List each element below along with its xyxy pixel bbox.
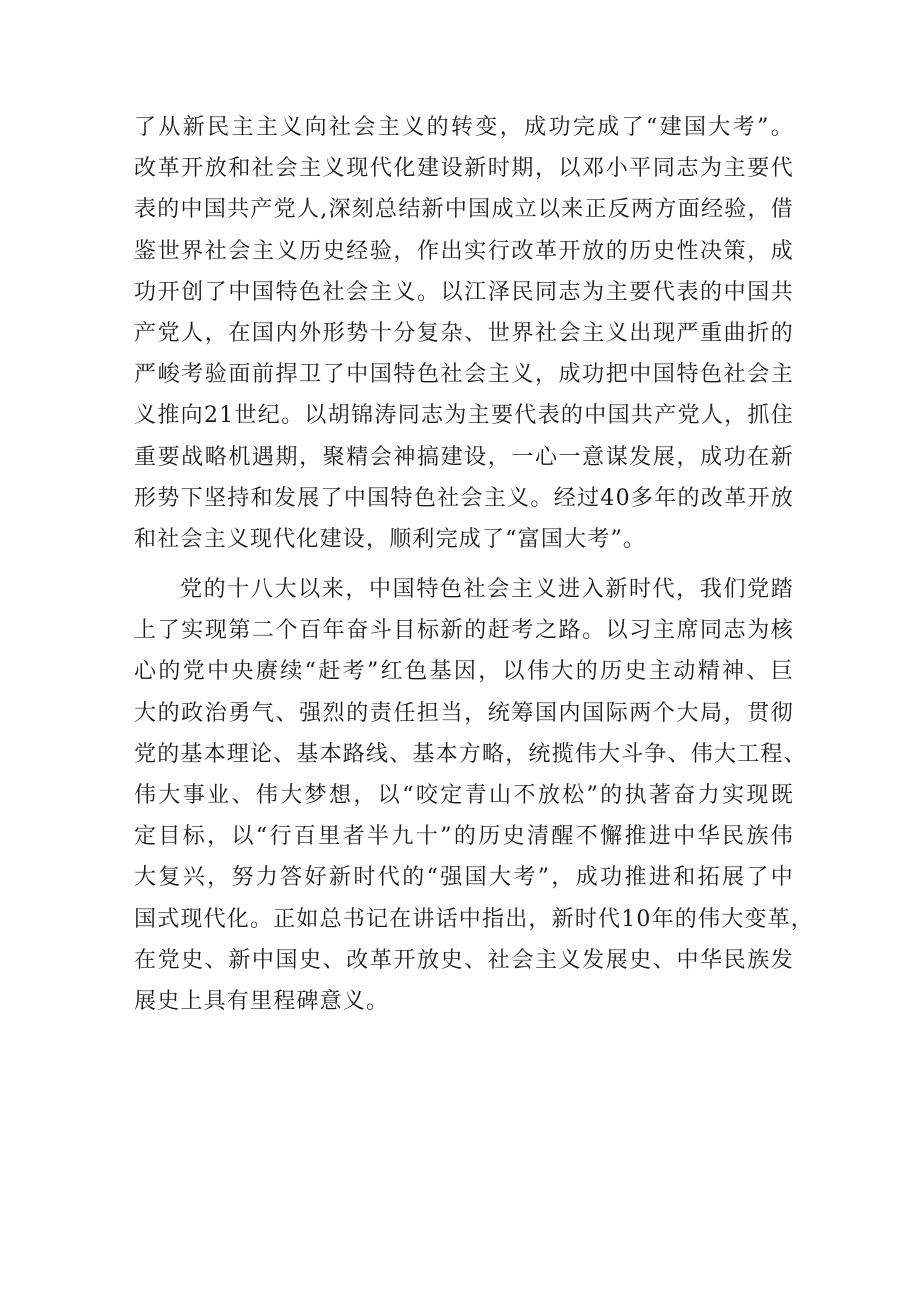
text-line: 定目标，以“行百里者半九十”的历史清醒不懈推进中华民族伟 (134, 824, 794, 850)
text-line: 大复兴，努力答好新时代的“强国大考”，成功推进和拓展了中 (134, 865, 794, 891)
text-line-last: 展史上具有里程碑意义。 (134, 988, 390, 1014)
text-line-first: 党的十八大以来，中国特色社会主义进入新时代，我们党踏 (180, 577, 794, 603)
text-line: 严峻考验面前捍卫了中国特色社会主义，成功把中国特色社会主 (134, 362, 794, 388)
text-line: 功开创了中国特色社会主义。以江泽民同志为主要代表的中国共 (134, 279, 794, 305)
text-line: 产党人，在国内外形势十分复杂、世界社会主义出现严重曲折的 (134, 320, 794, 346)
text-line: 上了实现第二个百年奋斗目标新的赶考之路。以习主席同志为核 (134, 618, 794, 644)
text-line: 形势下坚持和发展了中国特色社会主义。经过40多年的改革开放 (134, 485, 794, 511)
text-line: 义推向21世纪。以胡锦涛同志为主要代表的中国共产党人，抓住 (134, 403, 794, 429)
text-line: 国式现代化。正如总书记在讲话中指出，新时代10年的伟大变革， (134, 906, 814, 932)
paragraph-spacer (134, 560, 794, 569)
document-body (134, 107, 814, 1022)
text-line: 党的基本理论、基本路线、基本方略，统揽伟大斗争、伟大工程、 (134, 741, 807, 767)
text-line: 鉴世界社会主义历史经验，作出实行改革开放的历史性决策，成 (134, 238, 794, 264)
text-line: 伟大事业、伟大梦想，以“咬定青山不放松”的执著奋力实现既 (134, 783, 794, 808)
text-line: 重要战略机遇期，聚精会神搞建设，一心一意谋发展，成功在新 (134, 444, 794, 470)
text-line: 表的中国共产党人,深刻总结新中国成立以来正反两方面经验，借 (134, 197, 794, 223)
paragraph-2 (134, 569, 814, 1022)
text-line-last: 和社会主义现代化建设，顺利完成了“富国大考”。 (134, 526, 647, 552)
text-line: 改革开放和社会主义现代化建设新时期，以邓小平同志为主要代 (134, 156, 794, 182)
paragraph-1 (134, 107, 794, 560)
text-line: 心的党中央赓续“赶考”红色基因，以伟大的历史主动精神、巨 (134, 659, 794, 685)
text-line: 了从新民主主义向社会主义的转变，成功完成了“建国大考”。 (134, 115, 794, 140)
text-line: 在党史、新中国史、改革开放史、社会主义发展史、中华民族发 (134, 947, 794, 973)
text-line: 大的政治勇气、强烈的责任担当，统筹国内国际两个大局，贯彻 (134, 700, 794, 726)
